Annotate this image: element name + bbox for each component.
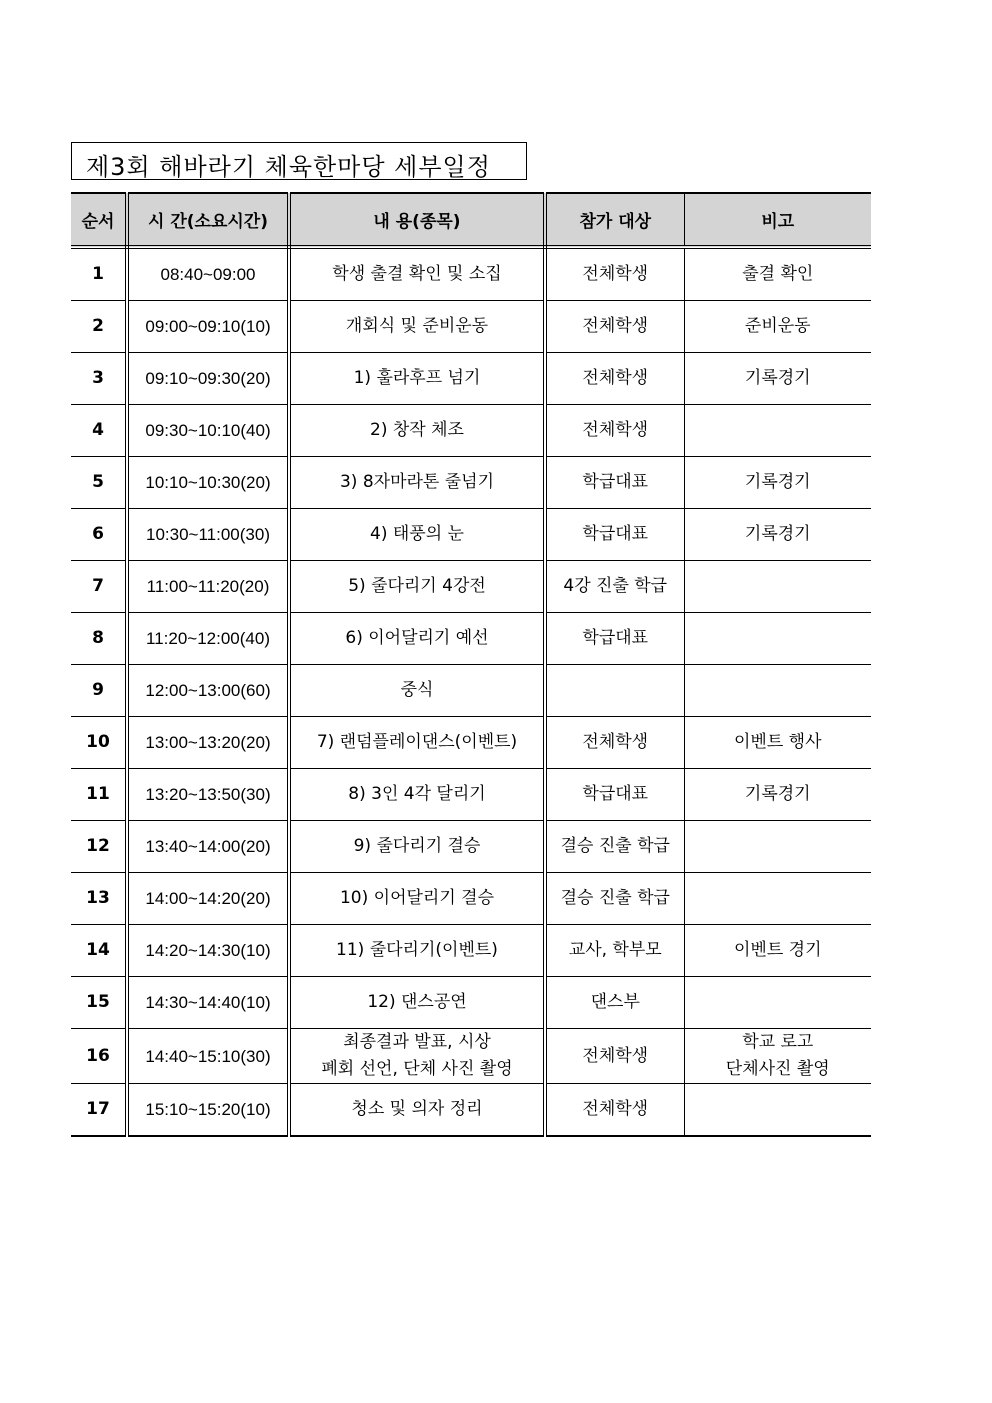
row-note: 기록경기 [684, 457, 871, 509]
header-content: 내 용(종목) [289, 193, 545, 247]
row-note [684, 1029, 871, 1084]
header-time: 시 간(소요시간) [127, 193, 289, 247]
row-target: 전체학생 [545, 717, 684, 769]
row-order: 2 [71, 301, 127, 353]
row-order: 5 [71, 457, 127, 509]
row-content: 개회식 및 준비운동 [289, 301, 545, 353]
row-order: 4 [71, 405, 127, 457]
row-target: 학급대표 [545, 509, 684, 561]
table-row [71, 1084, 871, 1137]
schedule-body [71, 247, 871, 1136]
row-target: 결승 진출 학급 [545, 873, 684, 925]
table-row [71, 353, 871, 405]
document-title: 제3회 해바라기 체육한마당 세부일정 [86, 153, 491, 181]
row-target: 4강 진출 학급 [545, 561, 684, 613]
document-title-box [71, 142, 527, 180]
row-content: 학생 출결 확인 및 소집 [289, 247, 545, 301]
row-note: 기록경기 [684, 509, 871, 561]
row-note: 기록경기 [684, 769, 871, 821]
row-target: 전체학생 [545, 301, 684, 353]
row-time: 13:40~14:00(20) [127, 821, 289, 873]
row-time: 13:00~13:20(20) [127, 717, 289, 769]
row-note-line-1: 학교 로고 [742, 1032, 814, 1052]
row-time: 09:00~09:10(10) [127, 301, 289, 353]
row-time: 14:20~14:30(10) [127, 925, 289, 977]
row-order: 10 [71, 717, 127, 769]
row-content: 6) 이어달리기 예선 [289, 613, 545, 665]
row-content: 4) 태풍의 눈 [289, 509, 545, 561]
row-order: 8 [71, 613, 127, 665]
row-content: 5) 줄다리기 4강전 [289, 561, 545, 613]
header-target: 참가 대상 [545, 193, 684, 247]
row-note: 기록경기 [684, 353, 871, 405]
row-order: 16 [71, 1029, 127, 1084]
table-row [71, 769, 871, 821]
row-target: 전체학생 [545, 1029, 684, 1084]
row-content: 청소 및 의자 정리 [289, 1084, 545, 1137]
row-target: 학급대표 [545, 613, 684, 665]
row-time: 12:00~13:00(60) [127, 665, 289, 717]
row-content: 10) 이어달리기 결승 [289, 873, 545, 925]
row-content: 7) 랜덤플레이댄스(이벤트) [289, 717, 545, 769]
row-time: 14:40~15:10(30) [127, 1029, 289, 1084]
row-note: 출결 확인 [684, 247, 871, 301]
row-order: 7 [71, 561, 127, 613]
table-row [71, 821, 871, 873]
header-row [71, 193, 871, 247]
row-target: 결승 진출 학급 [545, 821, 684, 873]
row-note: 이벤트 행사 [684, 717, 871, 769]
row-content-line-1: 최종결과 발표, 시상 [343, 1032, 491, 1052]
row-target: 전체학생 [545, 1084, 684, 1137]
row-order: 17 [71, 1084, 127, 1137]
table-row [71, 509, 871, 561]
row-content: 9) 줄다리기 결승 [289, 821, 545, 873]
row-note: 준비운동 [684, 301, 871, 353]
table-row [71, 405, 871, 457]
row-content: 8) 3인 4각 달리기 [289, 769, 545, 821]
row-time: 08:40~09:00 [127, 247, 289, 301]
table-row [71, 247, 871, 301]
row-order: 15 [71, 977, 127, 1029]
table-row [71, 873, 871, 925]
row-order: 12 [71, 821, 127, 873]
row-order: 9 [71, 665, 127, 717]
table-row [71, 1029, 871, 1084]
row-order: 13 [71, 873, 127, 925]
row-order: 14 [71, 925, 127, 977]
header-order: 순서 [71, 193, 127, 247]
row-target [545, 665, 684, 717]
row-content: 11) 줄다리기(이벤트) [289, 925, 545, 977]
row-time: 10:30~11:00(30) [127, 509, 289, 561]
row-time: 11:20~12:00(40) [127, 613, 289, 665]
row-content-line-2: 폐회 선언, 단체 사진 촬영 [321, 1059, 513, 1079]
row-target: 전체학생 [545, 405, 684, 457]
row-note-line-2: 단체사진 촬영 [725, 1059, 830, 1079]
row-target: 댄스부 [545, 977, 684, 1029]
row-content: 1) 훌라후프 넘기 [289, 353, 545, 405]
row-note [684, 405, 871, 457]
row-time: 09:10~09:30(20) [127, 353, 289, 405]
row-note [684, 873, 871, 925]
table-row [71, 977, 871, 1029]
row-target: 교사, 학부모 [545, 925, 684, 977]
row-time: 09:30~10:10(40) [127, 405, 289, 457]
row-content [289, 1029, 545, 1084]
row-time: 14:30~14:40(10) [127, 977, 289, 1029]
row-time: 15:10~15:20(10) [127, 1084, 289, 1137]
row-order: 3 [71, 353, 127, 405]
table-row [71, 717, 871, 769]
row-time: 11:00~11:20(20) [127, 561, 289, 613]
row-note [684, 561, 871, 613]
row-time: 14:00~14:20(20) [127, 873, 289, 925]
row-content: 2) 창작 체조 [289, 405, 545, 457]
row-note [684, 665, 871, 717]
table-row [71, 457, 871, 509]
header-note: 비고 [684, 193, 871, 247]
row-target: 전체학생 [545, 353, 684, 405]
row-order: 1 [71, 247, 127, 301]
table-row [71, 613, 871, 665]
table-row [71, 665, 871, 717]
table-row [71, 301, 871, 353]
row-note [684, 1084, 871, 1137]
row-target: 학급대표 [545, 457, 684, 509]
row-note [684, 613, 871, 665]
row-target: 전체학생 [545, 247, 684, 301]
row-time: 13:20~13:50(30) [127, 769, 289, 821]
row-content: 중식 [289, 665, 545, 717]
row-order: 11 [71, 769, 127, 821]
row-note [684, 821, 871, 873]
row-order: 6 [71, 509, 127, 561]
row-note [684, 977, 871, 1029]
row-target: 학급대표 [545, 769, 684, 821]
table-row [71, 561, 871, 613]
row-content: 3) 8자마라톤 줄넘기 [289, 457, 545, 509]
row-content: 12) 댄스공연 [289, 977, 545, 1029]
row-time: 10:10~10:30(20) [127, 457, 289, 509]
schedule-table [71, 192, 871, 1137]
row-note: 이벤트 경기 [684, 925, 871, 977]
table-row [71, 925, 871, 977]
